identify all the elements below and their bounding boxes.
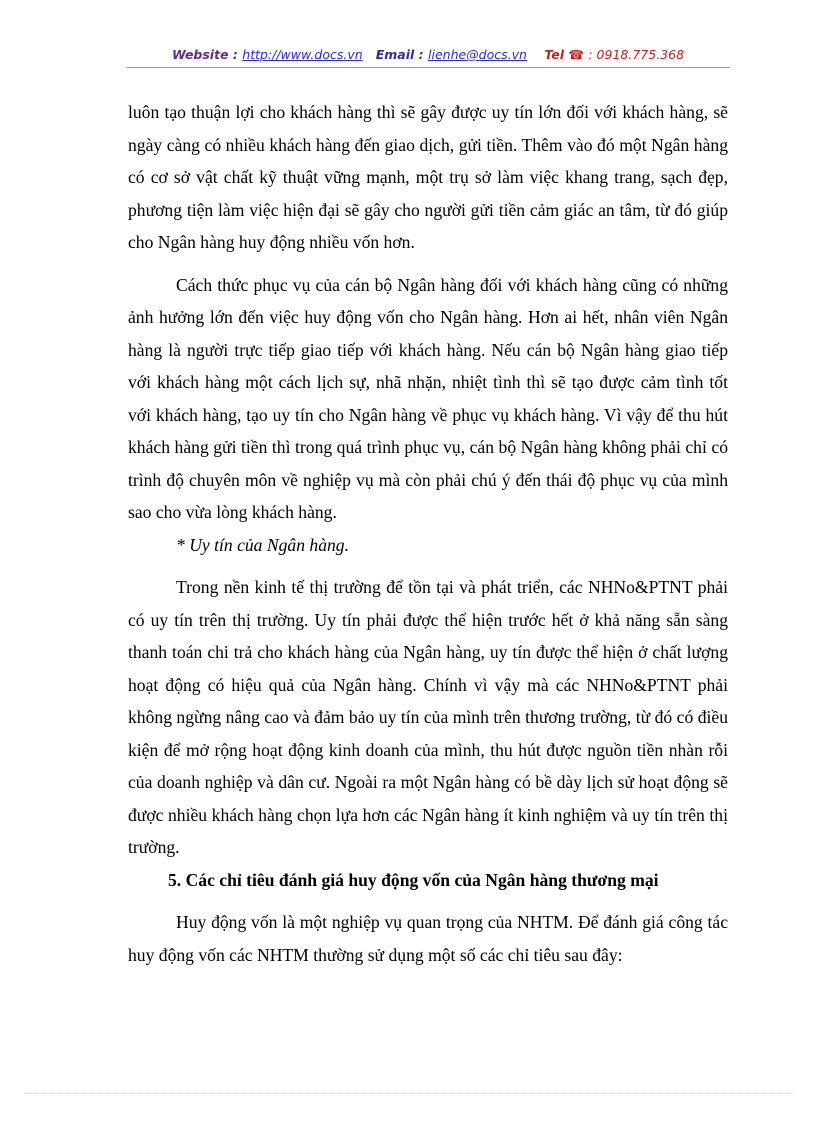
website-link[interactable]: http://www.docs.vn [242,47,363,62]
document-body [128,96,728,971]
footer-divider [24,1093,794,1094]
paragraph-3: Trong nền kinh tế thị trường để tồn tại và phát triển, các NHNo&PTNT phải có uy tín trên thị trường. Uy tín phải được thể hiện trước hết ở khả năng sẵn sàng thanh toán chi trả cho khách hàng của Ngân hàng, uy tín được thể hiện ở chất lượng hoạt động có hiệu quả của Ngân hàng. Chính vì vậy mà các NHNo&PTNT phải không ngừng nâng cao và đảm bảo uy tín của mình trên thương trường, từ đó có điều kiện để mở rộng hoạt động kinh doanh của mình, thu hút được nguồn tiền nhàn rỗi của doanh nghiệp và dân cư. Ngoài ra một Ngân hàng có bề dày lịch sử hoạt động sẽ được nhiều khách hàng chọn lựa hơn các Ngân hàng ít kinh nghiệm và uy tín trên thị trường. [128,577,728,857]
tel-number: : 0918.775.368 [588,47,685,62]
email-link[interactable]: lienhe@docs.vn [428,47,527,62]
phone-icon: ☎ [568,47,584,62]
tel-label: Tel [544,47,565,62]
paragraph-2: Cách thức phục vụ của cán bộ Ngân hàng đối với khách hàng cũng có những ảnh hưởng lớn đến việc huy động vốn cho Ngân hàng. Hơn ai hết, nhân viên Ngân hàng là người trực tiếp giao tiếp với khách hàng. Nếu cán bộ Ngân hàng giao tiếp với khách hàng một cách lịch sự, nhã nhặn, nhiệt tình thì sẽ tạo được cảm tình tốt với khách hàng, tạo uy tín cho Ngân hàng về phục vụ khách hàng. Vì vậy để thu hút khách hàng gửi tiền thì trong quá trình phục vụ, cán bộ Ngân hàng không phải chỉ có trình độ chuyên môn về nghiệp vụ mà còn phải chú ý đến thái độ phục vụ của mình sao cho vừa lòng khách hàng. [128,274,728,522]
section-heading: 5. Các chỉ tiêu đánh giá huy động vốn của Ngân hàng thương mại [168,869,659,890]
bullet-heading: * Uy tín của Ngân hàng. [176,534,349,555]
page-header [128,47,728,62]
paragraph-4: Huy động vốn là một nghiệp vụ quan trọng của NHTM. Để đánh giá công tác huy động vốn các NHTM thường sử dụng một số các chỉ tiêu sau đây: [128,912,728,965]
website-label: Website : [171,47,238,62]
header-divider [127,67,730,68]
paragraph-1: luôn tạo thuận lợi cho khách hàng thì sẽ gây được uy tín lớn đối với khách hàng, sẽ ngày càng có nhiều khách hàng đến giao dịch, gửi tiền. Thêm vào đó một Ngân hàng có cơ sở vật chất kỹ thuật vững mạnh, một trụ sở làm việc khang trang, sạch đẹp, phương tiện làm việc hiện đại sẽ gây cho người gửi tiền cảm giác an tâm, từ đó giúp cho Ngân hàng huy động nhiều vốn hơn. [128,102,728,252]
email-label: Email : [375,47,424,62]
